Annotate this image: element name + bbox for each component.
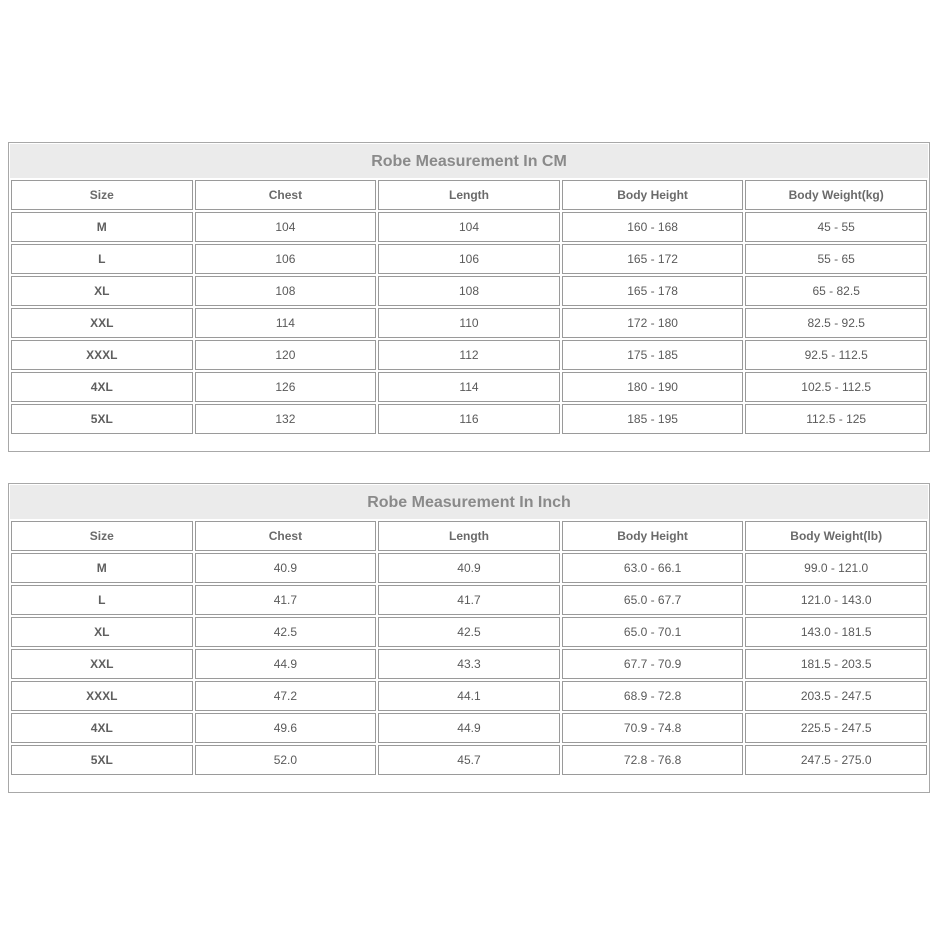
table-row xyxy=(11,713,927,743)
table-row xyxy=(11,553,927,583)
size-cell: M xyxy=(11,212,193,242)
body-height-cell: 63.0 - 66.1 xyxy=(562,553,744,583)
header-cell: Body Weight(lb) xyxy=(745,521,927,551)
chest-cell: 104 xyxy=(195,212,377,242)
length-cell: 43.3 xyxy=(378,649,560,679)
length-cell: 42.5 xyxy=(378,617,560,647)
size-cell: M xyxy=(11,553,193,583)
table-row xyxy=(11,745,927,775)
table-row xyxy=(11,404,927,434)
chest-cell: 41.7 xyxy=(195,585,377,615)
chest-cell: 108 xyxy=(195,276,377,306)
body-height-cell: 70.9 - 74.8 xyxy=(562,713,744,743)
length-cell: 116 xyxy=(378,404,560,434)
header-cell: Size xyxy=(11,521,193,551)
body-weight-cell: 225.5 - 247.5 xyxy=(745,713,927,743)
body-weight-cell: 203.5 - 247.5 xyxy=(745,681,927,711)
size-chart-title: Robe Measurement In Inch xyxy=(10,485,928,519)
body-weight-cell: 65 - 82.5 xyxy=(745,276,927,306)
body-height-cell: 68.9 - 72.8 xyxy=(562,681,744,711)
chest-cell: 132 xyxy=(195,404,377,434)
size-table xyxy=(9,519,929,777)
chest-cell: 114 xyxy=(195,308,377,338)
chest-cell: 126 xyxy=(195,372,377,402)
size-cell: XXL xyxy=(11,308,193,338)
body-weight-cell: 92.5 - 112.5 xyxy=(745,340,927,370)
body-weight-cell: 102.5 - 112.5 xyxy=(745,372,927,402)
body-weight-cell: 121.0 - 143.0 xyxy=(745,585,927,615)
size-cell: XXL xyxy=(11,649,193,679)
header-cell: Length xyxy=(378,180,560,210)
size-chart-inch xyxy=(8,483,930,793)
chest-cell: 40.9 xyxy=(195,553,377,583)
body-weight-cell: 99.0 - 121.0 xyxy=(745,553,927,583)
table-row xyxy=(11,681,927,711)
header-cell: Body Height xyxy=(562,521,744,551)
size-chart-title: Robe Measurement In CM xyxy=(10,144,928,178)
chest-cell: 47.2 xyxy=(195,681,377,711)
body-height-cell: 72.8 - 76.8 xyxy=(562,745,744,775)
chest-cell: 44.9 xyxy=(195,649,377,679)
body-height-cell: 65.0 - 70.1 xyxy=(562,617,744,647)
size-chart-cm xyxy=(8,142,930,452)
body-weight-cell: 82.5 - 92.5 xyxy=(745,308,927,338)
chest-cell: 52.0 xyxy=(195,745,377,775)
body-height-cell: 185 - 195 xyxy=(562,404,744,434)
size-cell: XL xyxy=(11,617,193,647)
body-height-cell: 160 - 168 xyxy=(562,212,744,242)
size-cell: XL xyxy=(11,276,193,306)
size-cell: L xyxy=(11,244,193,274)
header-cell: Body Weight(kg) xyxy=(745,180,927,210)
body-weight-cell: 143.0 - 181.5 xyxy=(745,617,927,647)
body-weight-cell: 247.5 - 275.0 xyxy=(745,745,927,775)
body-height-cell: 172 - 180 xyxy=(562,308,744,338)
chest-cell: 49.6 xyxy=(195,713,377,743)
length-cell: 110 xyxy=(378,308,560,338)
length-cell: 114 xyxy=(378,372,560,402)
body-height-cell: 180 - 190 xyxy=(562,372,744,402)
body-height-cell: 165 - 172 xyxy=(562,244,744,274)
body-height-cell: 165 - 178 xyxy=(562,276,744,306)
header-cell: Chest xyxy=(195,521,377,551)
header-cell: Length xyxy=(378,521,560,551)
table-row xyxy=(11,244,927,274)
body-weight-cell: 45 - 55 xyxy=(745,212,927,242)
body-height-cell: 65.0 - 67.7 xyxy=(562,585,744,615)
size-cell: 4XL xyxy=(11,713,193,743)
table-row xyxy=(11,340,927,370)
header-row xyxy=(11,180,927,210)
header-row xyxy=(11,521,927,551)
table-row xyxy=(11,649,927,679)
body-weight-cell: 181.5 - 203.5 xyxy=(745,649,927,679)
body-height-cell: 67.7 - 70.9 xyxy=(562,649,744,679)
table-row xyxy=(11,276,927,306)
header-cell: Body Height xyxy=(562,180,744,210)
size-cell: XXXL xyxy=(11,681,193,711)
body-height-cell: 175 - 185 xyxy=(562,340,744,370)
chest-cell: 120 xyxy=(195,340,377,370)
header-cell: Size xyxy=(11,180,193,210)
size-cell: 5XL xyxy=(11,745,193,775)
size-table xyxy=(9,178,929,436)
body-weight-cell: 55 - 65 xyxy=(745,244,927,274)
length-cell: 44.9 xyxy=(378,713,560,743)
length-cell: 106 xyxy=(378,244,560,274)
table-row xyxy=(11,212,927,242)
table-row xyxy=(11,617,927,647)
table-row xyxy=(11,372,927,402)
length-cell: 104 xyxy=(378,212,560,242)
length-cell: 108 xyxy=(378,276,560,306)
length-cell: 40.9 xyxy=(378,553,560,583)
size-cell: 5XL xyxy=(11,404,193,434)
table-row xyxy=(11,585,927,615)
length-cell: 45.7 xyxy=(378,745,560,775)
size-cell: XXXL xyxy=(11,340,193,370)
length-cell: 41.7 xyxy=(378,585,560,615)
length-cell: 44.1 xyxy=(378,681,560,711)
size-cell: L xyxy=(11,585,193,615)
length-cell: 112 xyxy=(378,340,560,370)
size-cell: 4XL xyxy=(11,372,193,402)
header-cell: Chest xyxy=(195,180,377,210)
chest-cell: 106 xyxy=(195,244,377,274)
table-row xyxy=(11,308,927,338)
body-weight-cell: 112.5 - 125 xyxy=(745,404,927,434)
chest-cell: 42.5 xyxy=(195,617,377,647)
